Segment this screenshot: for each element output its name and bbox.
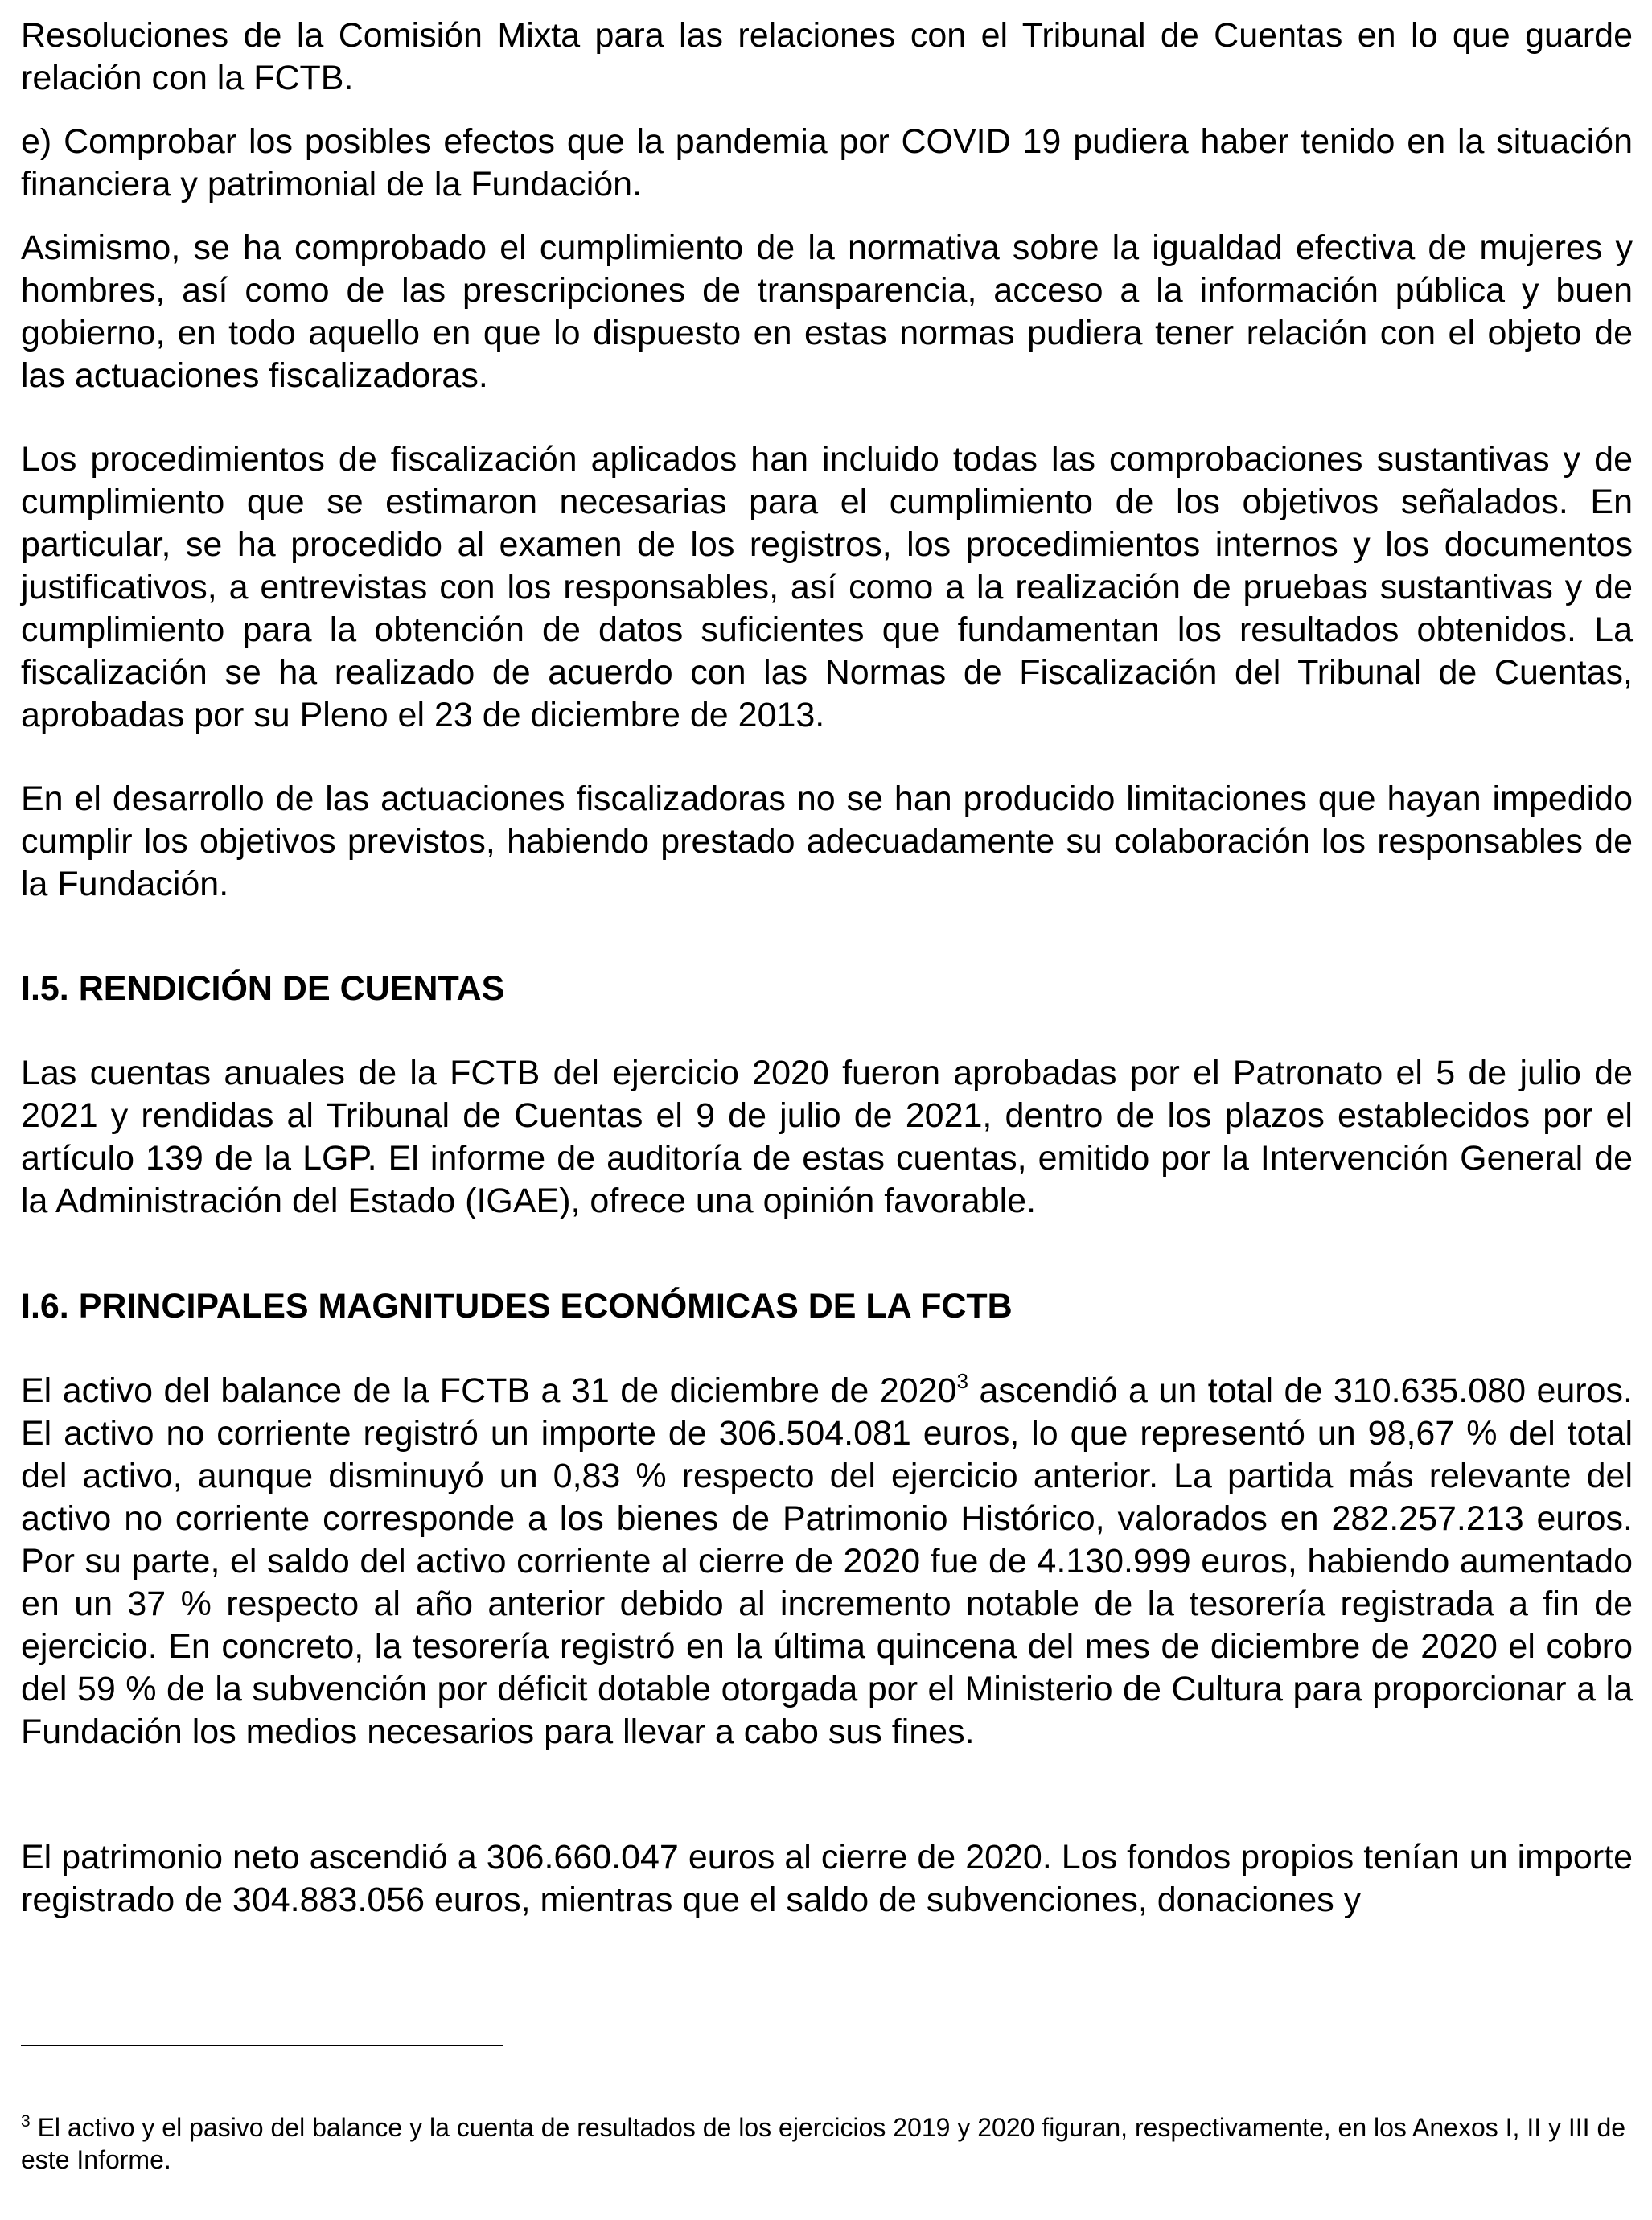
footnote — [21, 2111, 1633, 2176]
section-heading-magnitudes: I.6. PRINCIPALES MAGNITUDES ECONÓMICAS DE LA FCTB — [21, 1287, 1013, 1326]
footnote-reference[interactable]: 3 — [956, 1369, 968, 1393]
paragraph-asimismo: Asimismo, se ha comprobado el cumplimiento de la normativa sobre la igualdad efectiva de mujeres y hombres, así como de las prescripciones de transparencia, acceso a la información pública y buen gobierno, en todo aquello en que lo dispuesto en estas normas pudiera tener relación con el objeto de las actuaciones fiscalizadoras. — [21, 228, 1633, 395]
paragraph-activo-balance — [21, 1370, 1633, 1753]
paragraph-desarrollo: En el desarrollo de las actuaciones fiscalizadoras no se han producido limitaciones que hayan impedido cumplir los objetivos previstos, habiendo prestado adecuadamente su colaboración los responsables de la Fundación. — [21, 779, 1633, 903]
paragraph-item-e: e) Comprobar los posibles efectos que la pandemia por COVID 19 pudiera haber tenido en la situación financiera y patrimonial de la Fundación. — [21, 122, 1633, 204]
paragraph-procedimientos: Los procedimientos de fiscalización aplicados han incluido todas las comprobaciones sustantivas y de cumplimiento que se estimaron necesarias para el cumplimiento de los objetivos señalados. En particular, se ha procedido al examen de los registros, los procedimientos internos y los documentos justificativos, a entrevistas con los responsables, así como a la realización de pruebas sustantivas y de cumplimiento para la obtención de datos suficientes que fundamentan los resultados obtenidos. La fiscalización se ha realizado de acuerdo con las Normas de Fiscalización del Tribunal de Cuentas, aprobadas por su Pleno el 23 de diciembre de 2013. — [21, 440, 1633, 734]
paragraph-resoluciones: Resoluciones de la Comisión Mixta para las relaciones con el Tribunal de Cuentas en lo que guarde relación con la FCTB. — [21, 16, 1633, 97]
paragraph-activo-text-end: ascendió a un total de 310.635.080 euros. El activo no corriente registró un importe de 306.504.081 euros, lo que representó un 98,67 % del total del activo, aunque disminuyó un 0,83 % respecto del ejercicio anterior. La partida más relevante del activo no corriente corresponde a los bienes de Patrimonio Histórico, valorados en 282.257.213 euros. Por su parte, el saldo del activo corriente al cierre de 2020 fue de 4.130.999 euros, habiendo aumentado en un 37 % respecto al año anterior debido al incremento notable de la tesorería registrada a fin de ejercicio. En concreto, la tesorería registró en la última quincena del mes de diciembre de 2020 el cobro del 59 % de la subvención por déficit dotable otorgada por el Ministerio de Cultura para proporcionar a la Fundación los medios necesarios para llevar a cabo sus fines. — [21, 1371, 1633, 1751]
footnote-text: El activo y el pasivo del balance y la cuenta de resultados de los ejercicios 2019 y 2020 figuran, respectivamente, en los Anexos I, II y III de este Informe. — [21, 2113, 1626, 2174]
paragraph-cuentas-anuales: Las cuentas anuales de la FCTB del ejercicio 2020 fueron aprobadas por el Patronato el 5 de julio de 2021 y rendidas al Tribunal de Cuentas el 9 de julio de 2021, dentro de los plazos establecidos por el artículo 139 de la LGP. El informe de auditoría de estas cuentas, emitido por la Intervención General de la Administración del Estado (IGAE), ofrece una opinión favorable. — [21, 1054, 1633, 1220]
footnote-separator — [21, 2045, 503, 2046]
paragraph-patrimonio-neto: El patrimonio neto ascendió a 306.660.047 euros al cierre de 2020. Los fondos propios tenían un importe registrado de 304.883.056 euros, mientras que el saldo de subvenciones, donaciones y — [21, 1838, 1633, 1919]
footnote-number: 3 — [21, 2112, 31, 2131]
section-heading-rendicion: I.5. RENDICIÓN DE CUENTAS — [21, 969, 505, 1008]
paragraph-activo-text-start: El activo del balance de la FCTB a 31 de diciembre de 2020 — [21, 1371, 957, 1410]
